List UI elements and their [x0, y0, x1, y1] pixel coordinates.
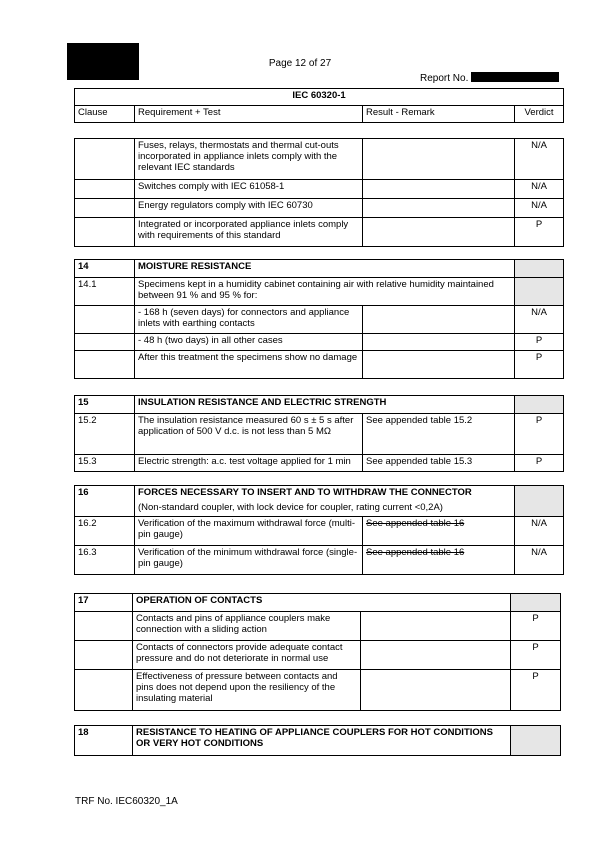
requirement-text: - 48 h (two days) in all other cases: [135, 334, 363, 351]
requirement-text: Effectiveness of pressure between contacts and pins does not depend upon the resiliency of the insulating material: [133, 670, 361, 711]
verdict: P: [515, 218, 564, 247]
clause-number: 15.2: [75, 414, 135, 455]
table-row: [75, 180, 564, 199]
table-section-14: [74, 259, 564, 379]
verdict: N/A: [515, 180, 564, 199]
table-section-16: [74, 485, 564, 575]
section-title: FORCES NECESSARY TO INSERT AND TO WITHDRAW THE CONNECTOR: [138, 487, 472, 498]
requirement-text: Electric strength: a.c. test voltage applied for 1 min: [135, 455, 363, 472]
verdict: N/A: [515, 546, 564, 575]
clause-number: 16.2: [75, 517, 135, 546]
requirement-text: Contacts and pins of appliance couplers make connection with a sliding action: [133, 612, 361, 641]
result-remark: See appended table 15.3: [363, 455, 515, 472]
table-row: [75, 199, 564, 218]
clause-number: 14.1: [75, 278, 135, 306]
requirement-text: After this treatment the specimens show no damage: [135, 351, 363, 379]
table-section-15: [74, 395, 564, 472]
standard-title: IEC 60320-1: [75, 89, 564, 106]
table-row: [75, 517, 564, 546]
section-title: OPERATION OF CONTACTS: [133, 594, 511, 612]
header-table: [74, 88, 564, 123]
verdict: P: [511, 612, 561, 641]
col-header-verdict: Verdict: [515, 106, 564, 123]
section-title: RESISTANCE TO HEATING OF APPLIANCE COUPLERS FOR HOT CONDITIONS OR VERY HOT CONDITIONS: [133, 726, 511, 756]
section-header: [75, 260, 564, 278]
table-section-17: [74, 593, 561, 711]
report-number: [420, 72, 559, 84]
clause-number: 15.3: [75, 455, 135, 472]
requirement-text: Switches comply with IEC 61058-1: [135, 180, 363, 199]
verdict: P: [515, 334, 564, 351]
table-row: [75, 306, 564, 334]
verdict: N/A: [515, 306, 564, 334]
section-clause: 15: [75, 396, 135, 414]
section-title: INSULATION RESISTANCE AND ELECTRIC STRENGTH: [135, 396, 515, 414]
col-header-requirement: Requirement + Test: [135, 106, 363, 123]
verdict: N/A: [515, 139, 564, 180]
footer-trf-number: TRF No. IEC60320_1A: [75, 796, 178, 807]
table-section-18: [74, 725, 561, 756]
table-row: [75, 218, 564, 247]
section-clause: 14: [75, 260, 135, 278]
table-row: [75, 641, 561, 670]
report-number-label: Report No.: [420, 73, 469, 84]
section-header: [75, 594, 561, 612]
requirement-text: Contacts of connectors provide adequate contact pressure and do not deteriorate in normal use: [133, 641, 361, 670]
result-remark: See appended table 16: [366, 547, 465, 558]
section-subtitle: (Non-standard coupler, with lock device for coupler, rating current <0,2A): [138, 502, 443, 513]
result-remark: See appended table 15.2: [363, 414, 515, 455]
table-row: [75, 351, 564, 379]
col-header-clause: Clause: [75, 106, 135, 123]
table-row: [75, 414, 564, 455]
requirement-text: Verification of the maximum withdrawal force (multi-pin gauge): [135, 517, 363, 546]
verdict: P: [515, 455, 564, 472]
section-clause: 17: [75, 594, 133, 612]
verdict: P: [511, 670, 561, 711]
table-row: [75, 612, 561, 641]
page-number: Page 12 of 27: [268, 58, 332, 69]
section-clause: 16: [75, 486, 135, 517]
table-row: [75, 546, 564, 575]
requirement-text: - 168 h (seven days) for connectors and appliance inlets with earthing contacts: [135, 306, 363, 334]
verdict: P: [515, 414, 564, 455]
table-row: [75, 278, 564, 306]
verdict: P: [515, 351, 564, 379]
requirement-text: Fuses, relays, thermostats and thermal cut-outs incorporated in appliance inlets comply with the relevant IEC standards: [135, 139, 363, 180]
table-block-1: [74, 138, 564, 247]
table-row: [75, 139, 564, 180]
table-row: [75, 455, 564, 472]
requirement-text: The insulation resistance measured 60 s ± 5 s after application of 500 V d.c. is not less than 5 MΩ: [135, 414, 363, 455]
section-clause: 18: [75, 726, 133, 756]
clause-number: 16.3: [75, 546, 135, 575]
section-header: [75, 396, 564, 414]
redacted-report-id: [471, 72, 559, 82]
result-remark: See appended table 16: [366, 518, 465, 529]
verdict: N/A: [515, 199, 564, 218]
verdict: P: [511, 641, 561, 670]
table-row: [75, 334, 564, 351]
section-title: MOISTURE RESISTANCE: [135, 260, 515, 278]
table-row: [75, 670, 561, 711]
verdict: N/A: [515, 517, 564, 546]
requirement-text: Energy regulators comply with IEC 60730: [135, 199, 363, 218]
requirement-text: Specimens kept in a humidity cabinet containing air with relative humidity maintained between 91 % and 95 % for:: [135, 278, 515, 306]
col-header-result: Result - Remark: [363, 106, 515, 123]
requirement-text: Verification of the minimum withdrawal force (single-pin gauge): [135, 546, 363, 575]
requirement-text: Integrated or incorporated appliance inlets comply with requirements of this standard: [135, 218, 363, 247]
section-header: [75, 726, 561, 756]
section-header: [75, 486, 564, 517]
